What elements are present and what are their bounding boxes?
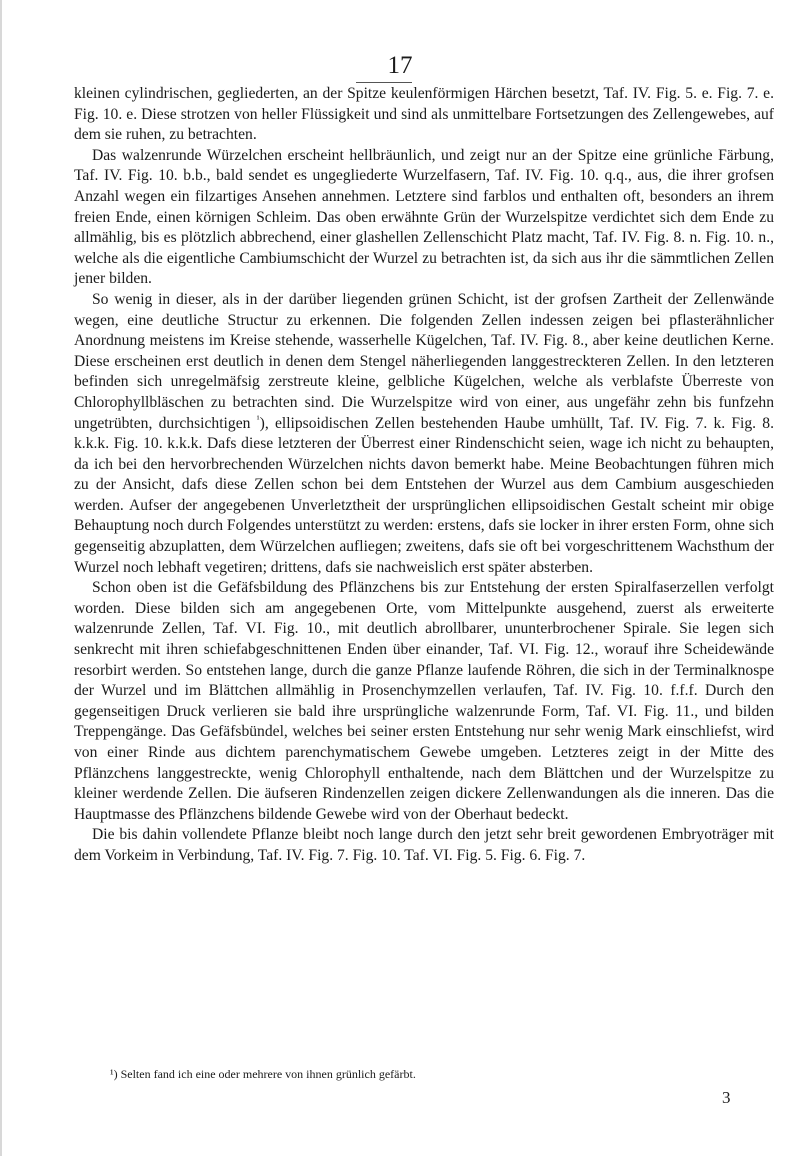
paragraph-2: Das walzenrunde Würzelchen erscheint hellbräunlich, und zeigt nur an der Spitze eine grünliche Färbung, Taf. IV. Fig. 10. b.b., bald sendet es ungegliederte Wurzelfasern, Taf. IV. Fig. 10. q.q., aus, die ihrer grofsen Anzahl wegen ein filzartiges Ansehen annehmen. Letztere sind farblos und enthalten oft, besonders an ihrem freien Ende, einen körnigen Schleim. Das oben erwähnte Grün der Wurzelspitze verdichtet sich dem Ende zu allmählig, bis es plötzlich abbrechend, einer glashellen Zellenschicht Platz macht, Taf. IV. Fig. 8. n. Fig. 10. n., welche als die eigentliche Cambiumschicht der Wurzel zu betrachten ist, da sich aus ihr die sämmtlichen Zellen jener bilden.: [74, 146, 774, 288]
page-number-rule: [356, 82, 412, 83]
paragraph-1: kleinen cylindrischen, gegliederten, an der Spitze keulenförmigen Härchen besetzt, Taf. IV. Fig. 5. e. Fig. 7. e. Fig. 10. e. Diese strotzen von heller Flüssigkeit und sind als unmittelbare Fortsetzungen des Zellengewebes, auf dem sie ruhen, zu betrachten.: [74, 85, 774, 144]
paragraph-3-continuation: ), ellipsoidischen Zellen bestehenden Haube umhüllt, Taf. IV. Fig. 7. k. Fig. 8. k.k.k. Fig. 10. k.k.k. Dafs diese letzteren der Überrest einer Rindenschicht seien, wage ich nicht zu behaupten, da ich bei den hervorbrechenden Würzelchen nichts davon bemerkt habe. Meine Beobachtungen führen mich zu der Ansicht, dafs diese Zellen schon bei dem Entstehen der Wurzel aus dem Cambium ausgeschieden werden. Aufser der angegebenen Unverletztheit der ursprünglichen ellipsoidischen Gestalt scheint mir obige Behauptung noch durch Folgendes unterstützt zu werden: erstens, dafs sie locker in ihrer ersten Form, ohne sich gegenseitig abzuplatten, dem Würzelchen aufliegen; zweitens, dafs sie oft bei vorgeschrittenem Wachsthum der Wurzel noch lebhaft vegetiren; drittens, dafs sie nachweislich erst später absterben.: [74, 414, 774, 576]
signature-mark: 3: [722, 1088, 731, 1107]
paragraph-5: Die bis dahin vollendete Pflanze bleibt noch lange durch den jetzt sehr breit gewordenen Embryoträger mit dem Vorkeim in Verbindung, Taf. IV. Fig. 7. Fig. 10. Taf. VI. Fig. 5. Fig. 6. Fig. 7.: [74, 826, 774, 864]
paragraph-3-text: So wenig in dieser, als in der darüber liegenden grünen Schicht, ist der grofsen Zartheit der Zellenwände wegen, eine deutliche Structur zu erkennen. Die folgenden Zellen indessen zeigen bei pflasterähnlicher Anordnung meistens im Kreise stehende, wasserhelle Kügelchen, Taf. IV. Fig. 8., aber keine deutlichen Kerne. Diese erscheinen erst deutlich in denen dem Stengel näherliegenden langgestreckteren Zellen. In den letzteren befinden sich unregelmäfsig zerstreute kleine, gelbliche Kügelchen, welche als verblafste Überreste von Chlorophyllbläschen zu betrachten sind. Die Wurzelspitze wird von einer, aus ungefähr zehn bis funfzehn ungetrübten, durchsichtigen: [74, 290, 774, 432]
paragraph-3: [74, 290, 774, 578]
footnote: ¹) Selten fand ich eine oder mehrere von ihnen grünlich gefärbt.: [110, 1067, 416, 1081]
page-number: 17: [387, 52, 413, 79]
body-text: [74, 84, 774, 867]
footnote-reference: ¹: [256, 413, 260, 425]
paragraph-4: Schon oben ist die Gefäfsbildung des Pflänzchens bis zur Entstehung der ersten Spiralfaserzellen verfolgt worden. Diese bilden sich am angegebenen Orte, vom Mittelpunkte ausgehend, zuerst als erweiterte walzenrunde Zellen, Taf. VI. Fig. 10., mit deutlich abrollbarer, ununterbrochener Spirale. Sie legen sich senkrecht mit ihren schiefabgeschnittenen Enden über einander, Taf. VI. Fig. 12., worauf ihre Scheidewände resorbirt werden. So entstehen lange, durch die ganze Pflanze laufende Röhren, die sich in der Terminalknospe der Wurzel und im Blättchen allmählig in Prosenchymzellen verlaufen, Taf. IV. Fig. 10. f.f.f. Durch den gegenseitigen Druck verlieren sie bald ihre ursprüngliche walzenrunde Form, Taf. VI. Fig. 11., und bilden Treppengänge. Das Gefäfsbündel, welches bei seiner ersten Entstehung nur sehr wenig Mark einschliefst, wird von einer Rinde aus dichtem parenchymatischem Gewebe umgeben. Letzteres zeigt in der Mitte des Pflänzchens langgestreckte, wenig Chlorophyll enthaltende, nach dem Blättchen und der Wurzelspitze zu kleiner werdende Zellen. Die äufseren Rindenzellen zeigen dickere Zellenwandungen als die inneren. Das die Hauptmasse des Pflänzchens bildende Gewebe wird von der Oberhaut bedeckt.: [74, 579, 774, 823]
page-left-edge: [0, 0, 2, 1156]
